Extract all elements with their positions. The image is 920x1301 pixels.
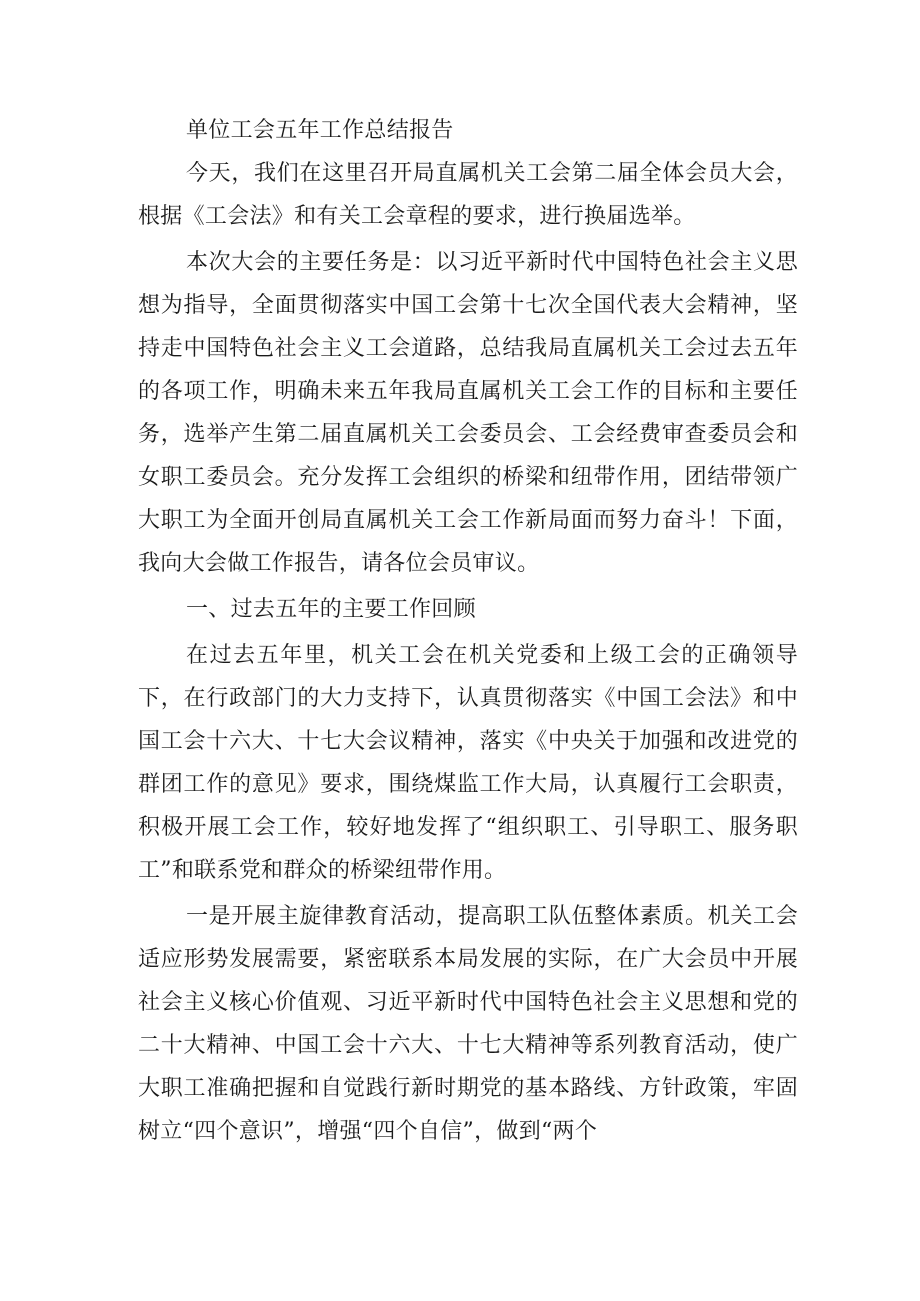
paragraph-opening: 今天，我们在这里召开局直属机关工会第二届全体会员大会，根据《工会法》和有关工会章程的要求，进行换届选举。 bbox=[138, 161, 798, 229]
section-heading-review: 一、过去五年的主要工作回顾 bbox=[186, 597, 476, 622]
document-title: 单位工会五年工作总结报告 bbox=[186, 118, 454, 143]
paragraph-education: 一是开展主旋律教育活动，提高职工队伍整体素质。机关工会适应形势发展需要，紧密联系本局发展的实际，在广大会员中开展社会主义核心价值观、习近平新时代中国特色社会主义思想和党的二十大精神、中国工会十六大、十七大精神等系列教育活动，使广大职工准确把握和自觉践行新时期党的基本路线、方针政策，牢固树立“四个意识”，增强“四个自信”，做到“两个 bbox=[138, 904, 798, 1144]
paragraph-main-tasks: 本次大会的主要任务是：以习近平新时代中国特色社会主义思想为指导，全面贯彻落实中国工会第十七次全国代表大会精神，坚持走中国特色社会主义工会道路，总结我局直属机关工会过去五年的各项工作，明确未来五年我局直属机关工会工作的目标和主要任务，选举产生第二届直属机关工会委员会、工会经费审查委员会和女职工委员会。充分发挥工会组织的桥梁和纽带作用，团结带领广大职工为全面开创局直属机关工会工作新局面而努力奋斗！下面，我向大会做工作报告，请各位会员审议。 bbox=[138, 250, 798, 576]
document-body bbox=[138, 109, 798, 1156]
paragraph-review: 在过去五年里，机关工会在机关党委和上级工会的正确领导下，在行政部门的大力支持下，认真贯彻落实《中国工会法》和中国工会十六大、十七大会议精神，落实《中央关于加强和改进党的群团工作的意见》要求，围绕煤监工作大局，认真履行工会职责，积极开展工会工作，较好地发挥了“组织职工、引导职工、服务职工”和联系党和群众的桥梁纽带作用。 bbox=[138, 643, 798, 883]
